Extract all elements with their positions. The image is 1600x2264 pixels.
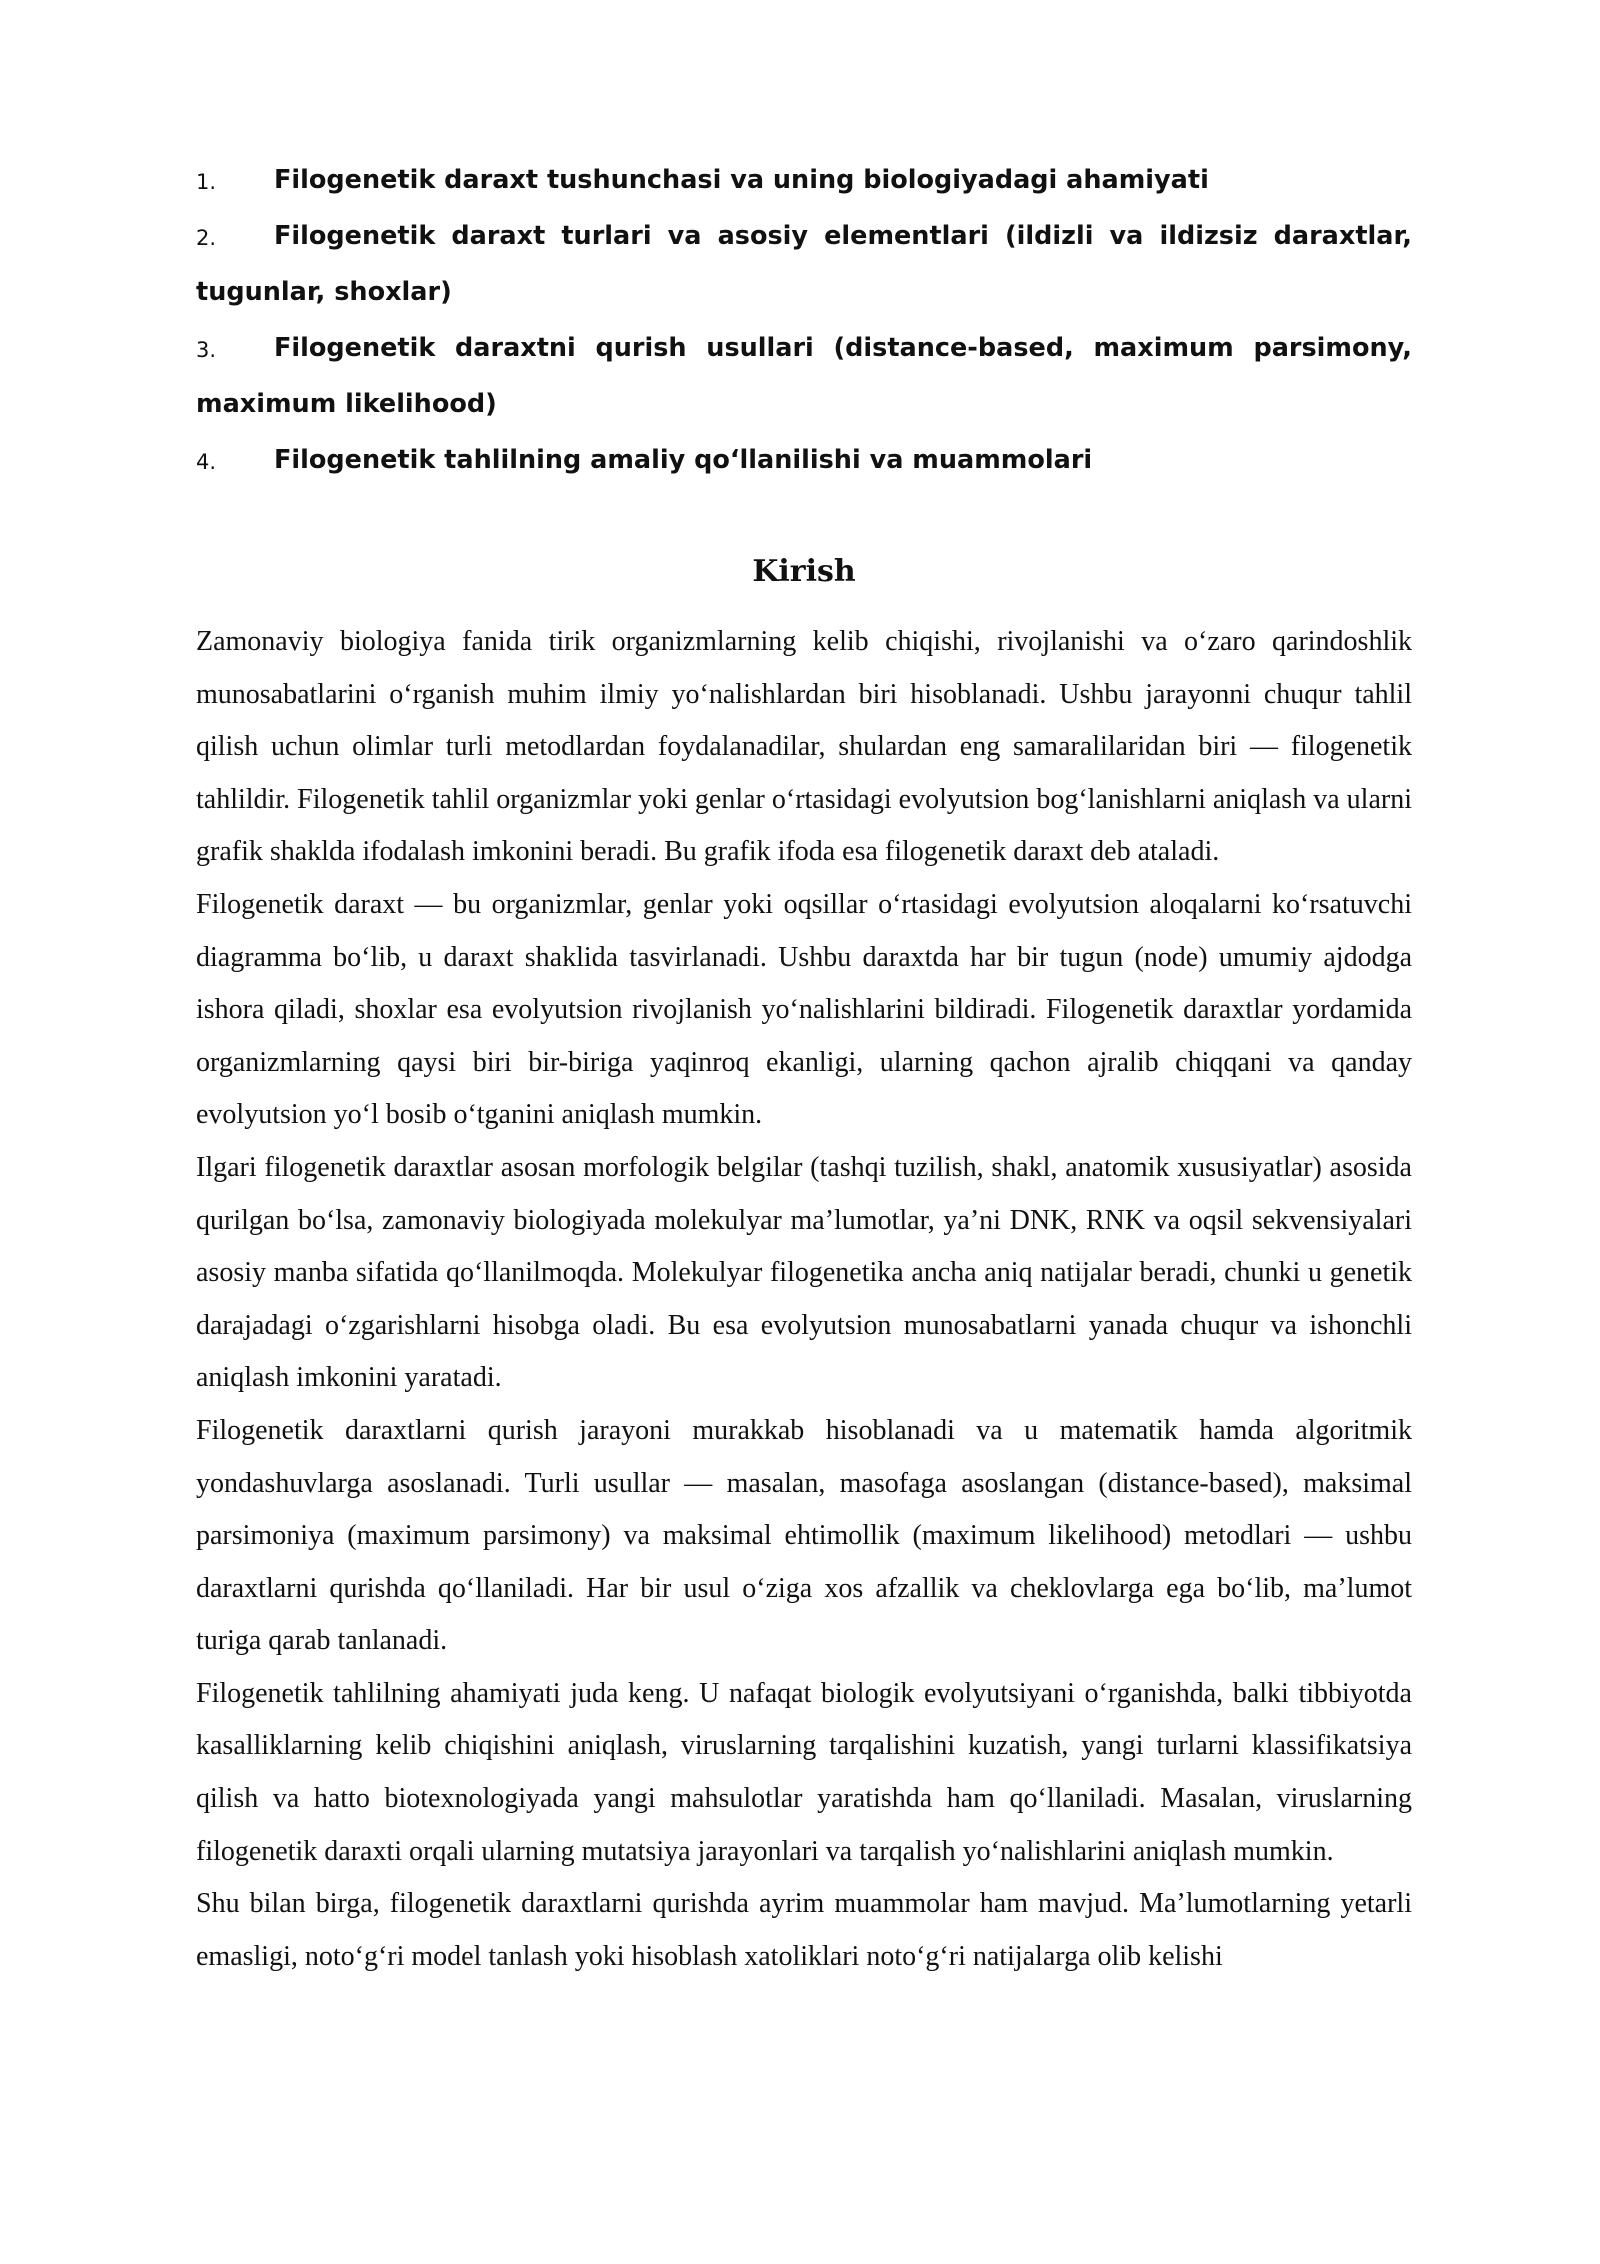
outline-number: 1. [196, 170, 217, 194]
outline-item [196, 208, 1412, 320]
body-paragraph: Filogenetik tahlilning ahamiyati juda keng. U nafaqat biologik evolyutsiyani oʻrganishda, balki tibbiyotda kasalliklarning kelib chiqishini aniqlash, viruslarning tarqalishini kuzatish, yangi turlarni klassifikatsiya qilish va hatto biotexnologiyada yangi mahsulotlar yaratishda ham qoʻllaniladi. Masalan, viruslarning filogenetik daraxti orqali ularning mutatsiya jarayonlari va tarqalish yoʻnalishlarini aniqlash mumkin. [196, 1677, 1412, 1867]
outline-number: 2. [196, 226, 217, 250]
page-content [196, 152, 1412, 1983]
outline-text: Filogenetik daraxt tushunchasi va uning biologiyadagi ahamiyati [274, 165, 1209, 195]
outline-item [196, 320, 1412, 432]
body-paragraph: Ilgari filogenetik daraxtlar asosan morfologik belgilar (tashqi tuzilish, shakl, anatomik xususiyatlar) asosida qurilgan boʻlsa, zamonaviy biologiyada molekulyar maʼlumotlar, yaʼni DNK, RNK va oqsil sekvensiyalari asosiy manba sifatida qoʻllanilmoqda. Molekulyar filogenetika ancha aniq natijalar beradi, chunki u genetik darajadagi oʻzgarishlarni hisobga oladi. Bu esa evolyutsion munosabatlarni yanada chuqur va ishonchli aniqlash imkonini yaratadi. [196, 1151, 1412, 1394]
body-paragraph: Filogenetik daraxt — bu organizmlar, genlar yoki oqsillar oʻrtasidagi evolyutsion aloqalarni koʻrsatuvchi diagramma boʻlib, u daraxt shaklida tasvirlanadi. Ushbu daraxtda har bir tugun (node) umumiy ajdodga ishora qiladi, shoxlar esa evolyutsion rivojlanish yoʻnalishlarini bildiradi. Filogenetik daraxtlar yordamida organizmlarning qaysi biri bir-biriga yaqinroq ekanligi, ularning qachon ajralib chiqqani va qanday evolyutsion yoʻl bosib oʻtganini aniqlash mumkin. [196, 888, 1412, 1131]
outline-number: 3. [196, 338, 217, 362]
body-paragraph: Zamonaviy biologiya fanida tirik organizmlarning kelib chiqishi, rivojlanishi va oʻzaro qarindoshlik munosabatlarini oʻrganish muhim ilmiy yoʻnalishlardan biri hisoblanadi. Ushbu jarayonni chuqur tahlil qilish uchun olimlar turli metodlardan foydalanadilar, shulardan eng samaralilaridan biri — filogenetik tahlildir. Filogenetik tahlil organizmlar yoki genlar oʻrtasidagi evolyutsion bogʻlanishlarni aniqlash va ularni grafik shaklda ifodalash imkonini beradi. Bu grafik ifoda esa filogenetik daraxt deb ataladi. [196, 626, 1412, 868]
outline-text: Filogenetik daraxt turlari va asosiy elementlari (ildizli va ildizsiz daraxtlar, tugunlar, shoxlar) [196, 221, 1412, 307]
outline-text: Filogenetik daraxtni qurish usullari (distance-based, maximum parsimony, maximum likelihood) [196, 333, 1412, 419]
outline-item [196, 432, 1412, 488]
body-paragraph: Shu bilan birga, filogenetik daraxtlarni qurishda ayrim muammolar ham mavjud. Maʼlumotlarning yetarli emasligi, notoʻgʻri model tanlash yoki hisoblash xatoliklari notoʻgʻri natijalarga olib kelishi [196, 1888, 1412, 1972]
topic-outline [196, 152, 1412, 488]
outline-number: 4. [196, 450, 217, 474]
section-heading: Kirish [752, 554, 856, 589]
outline-text: Filogenetik tahlilning amaliy qoʻllanilishi va muammolari [274, 445, 1093, 475]
outline-item [196, 152, 1412, 208]
body-paragraph: Filogenetik daraxtlarni qurish jarayoni murakkab hisoblanadi va u matematik hamda algoritmik yondashuvlarga asoslanadi. Turli usullar — masalan, masofaga asoslangan (distance-based), maksimal parsimoniya (maximum parsimony) va maksimal ehtimollik (maximum likelihood) metodlari — ushbu daraxtlarni qurishda qoʻllaniladi. Har bir usul oʻziga xos afzallik va cheklovlarga ega boʻlib, maʼlumot turiga qarab tanlanadi. [196, 1414, 1412, 1657]
